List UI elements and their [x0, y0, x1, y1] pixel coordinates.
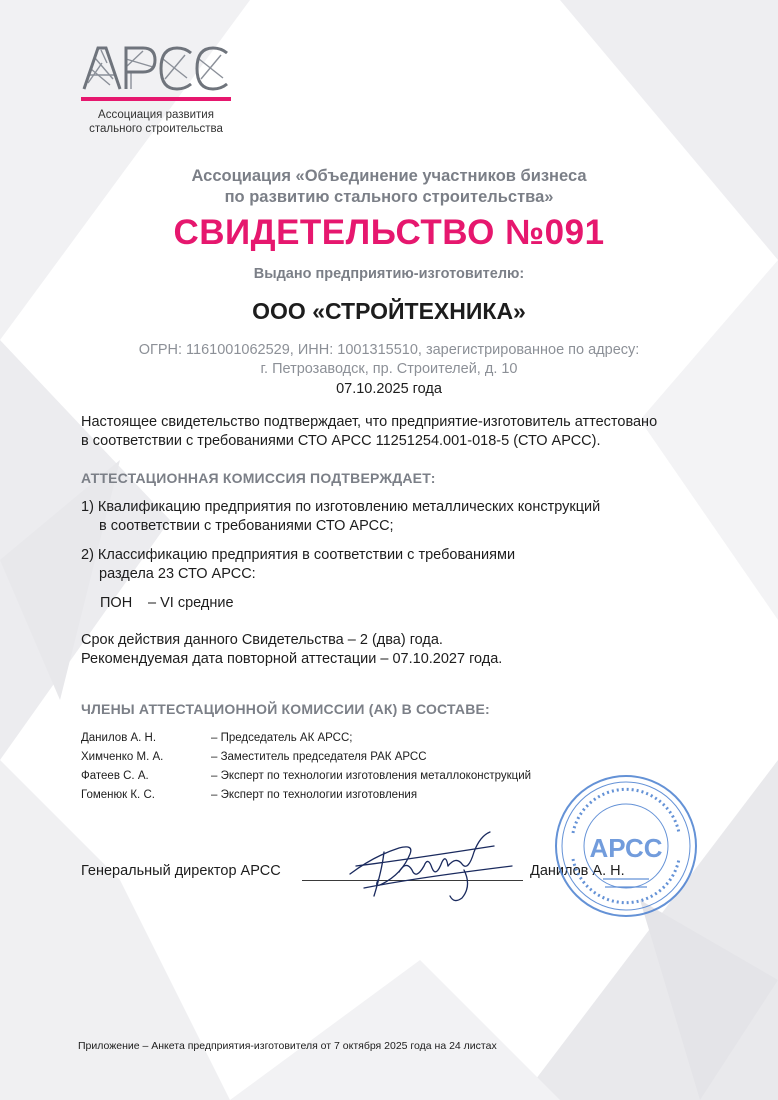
- logo-subtitle-line1: Ассоциация развития: [98, 109, 214, 121]
- director-name: Данилов А. Н.: [530, 863, 625, 879]
- commission-heading: АТТЕСТАЦИОННАЯ КОМИССИЯ ПОДТВЕРЖДАЕТ:: [81, 470, 436, 486]
- validity-paragraph: [81, 631, 502, 669]
- item2-line1: 2) Классификацию предприятия в соответствии с требованиями: [81, 547, 516, 563]
- members-heading: ЧЛЕНЫ АТТЕСТАЦИОННОЙ КОМИССИИ (АК) В СОСТАВЕ:: [81, 701, 490, 717]
- intro-line1: Настоящее свидетельство подтверждает, что предприятие-изготовитель аттестовано: [81, 414, 658, 430]
- round-stamp: [553, 773, 699, 919]
- logo-subtitle: [81, 108, 231, 136]
- stamp-center-text: АРСС: [589, 833, 663, 863]
- arss-logo-wordmark: [81, 45, 231, 91]
- registration-info: [0, 341, 778, 379]
- member-role: – Заместитель председателя РАК АРСС: [211, 751, 427, 763]
- intro-line2: в соответствии с требованиями СТО АРСС 11251254.001-018-5 (СТО АРСС).: [81, 433, 601, 449]
- organization-line1: Ассоциация «Объединение участников бизнеса: [191, 167, 587, 185]
- classification-line: [100, 595, 234, 611]
- registration-line1: ОГРН: 1161001062529, ИНН: 1001315510, зарегистрированное по адресу:: [138, 342, 640, 358]
- logo-subtitle-line2: стального строительства: [89, 123, 223, 135]
- director-label: Генеральный директор АРСС: [81, 863, 281, 879]
- commission-item-1: [81, 498, 600, 536]
- validity-line2: Рекомендуемая дата повторной аттестации – 07.10.2027 года.: [81, 651, 503, 667]
- arss-logo: [81, 45, 231, 136]
- item2-line2: раздела 23 СТО АРСС:: [99, 566, 256, 582]
- member-row: [81, 786, 531, 805]
- registration-line2: г. Петрозаводск, пр. Строителей, д. 10: [260, 361, 518, 377]
- item1-line2: в соответствии с требованиями СТО АРСС;: [99, 518, 394, 534]
- member-role: – Председатель АК АРСС;: [211, 732, 353, 744]
- member-name: Гоменюк К. С.: [81, 789, 155, 801]
- appendix-note: Приложение – Анкета предприятия-изготовителя от 7 октября 2025 года на 24 листах: [78, 1040, 497, 1052]
- issued-to-label: Выдано предприятию-изготовителю:: [253, 266, 525, 282]
- issue-date: 07.10.2025 года: [336, 381, 442, 397]
- classification-code: ПОН: [100, 595, 133, 611]
- handwritten-signature: [344, 826, 519, 906]
- member-name: Данилов А. Н.: [81, 732, 157, 744]
- classification-value: – VI средние: [148, 595, 234, 611]
- member-name: Фатеев С. А.: [81, 770, 149, 782]
- member-name: Химченко М. А.: [81, 751, 164, 763]
- member-row: [81, 729, 531, 748]
- company-name: ООО «СТРОЙТЕХНИКА»: [252, 298, 526, 324]
- item1-line1: 1) Квалификацию предприятия по изготовлению металлических конструкций: [81, 499, 601, 515]
- intro-paragraph: [81, 413, 657, 451]
- member-row: [81, 767, 531, 786]
- member-row: [81, 748, 531, 767]
- organization-line2: по развитию стального строительства»: [224, 188, 554, 206]
- logo-accent-bar: [81, 97, 231, 101]
- member-role: – Эксперт по технологии изготовления: [211, 789, 418, 801]
- members-list: [81, 729, 531, 805]
- certificate-title: СВИДЕТЕЛЬСТВО №091: [173, 213, 605, 252]
- member-role: – Эксперт по технологии изготовления металлоконструкций: [211, 770, 532, 782]
- organization-name: [0, 166, 778, 208]
- validity-line1: Срок действия данного Свидетельства – 2 (два) года.: [81, 632, 443, 648]
- commission-item-2: [81, 546, 515, 584]
